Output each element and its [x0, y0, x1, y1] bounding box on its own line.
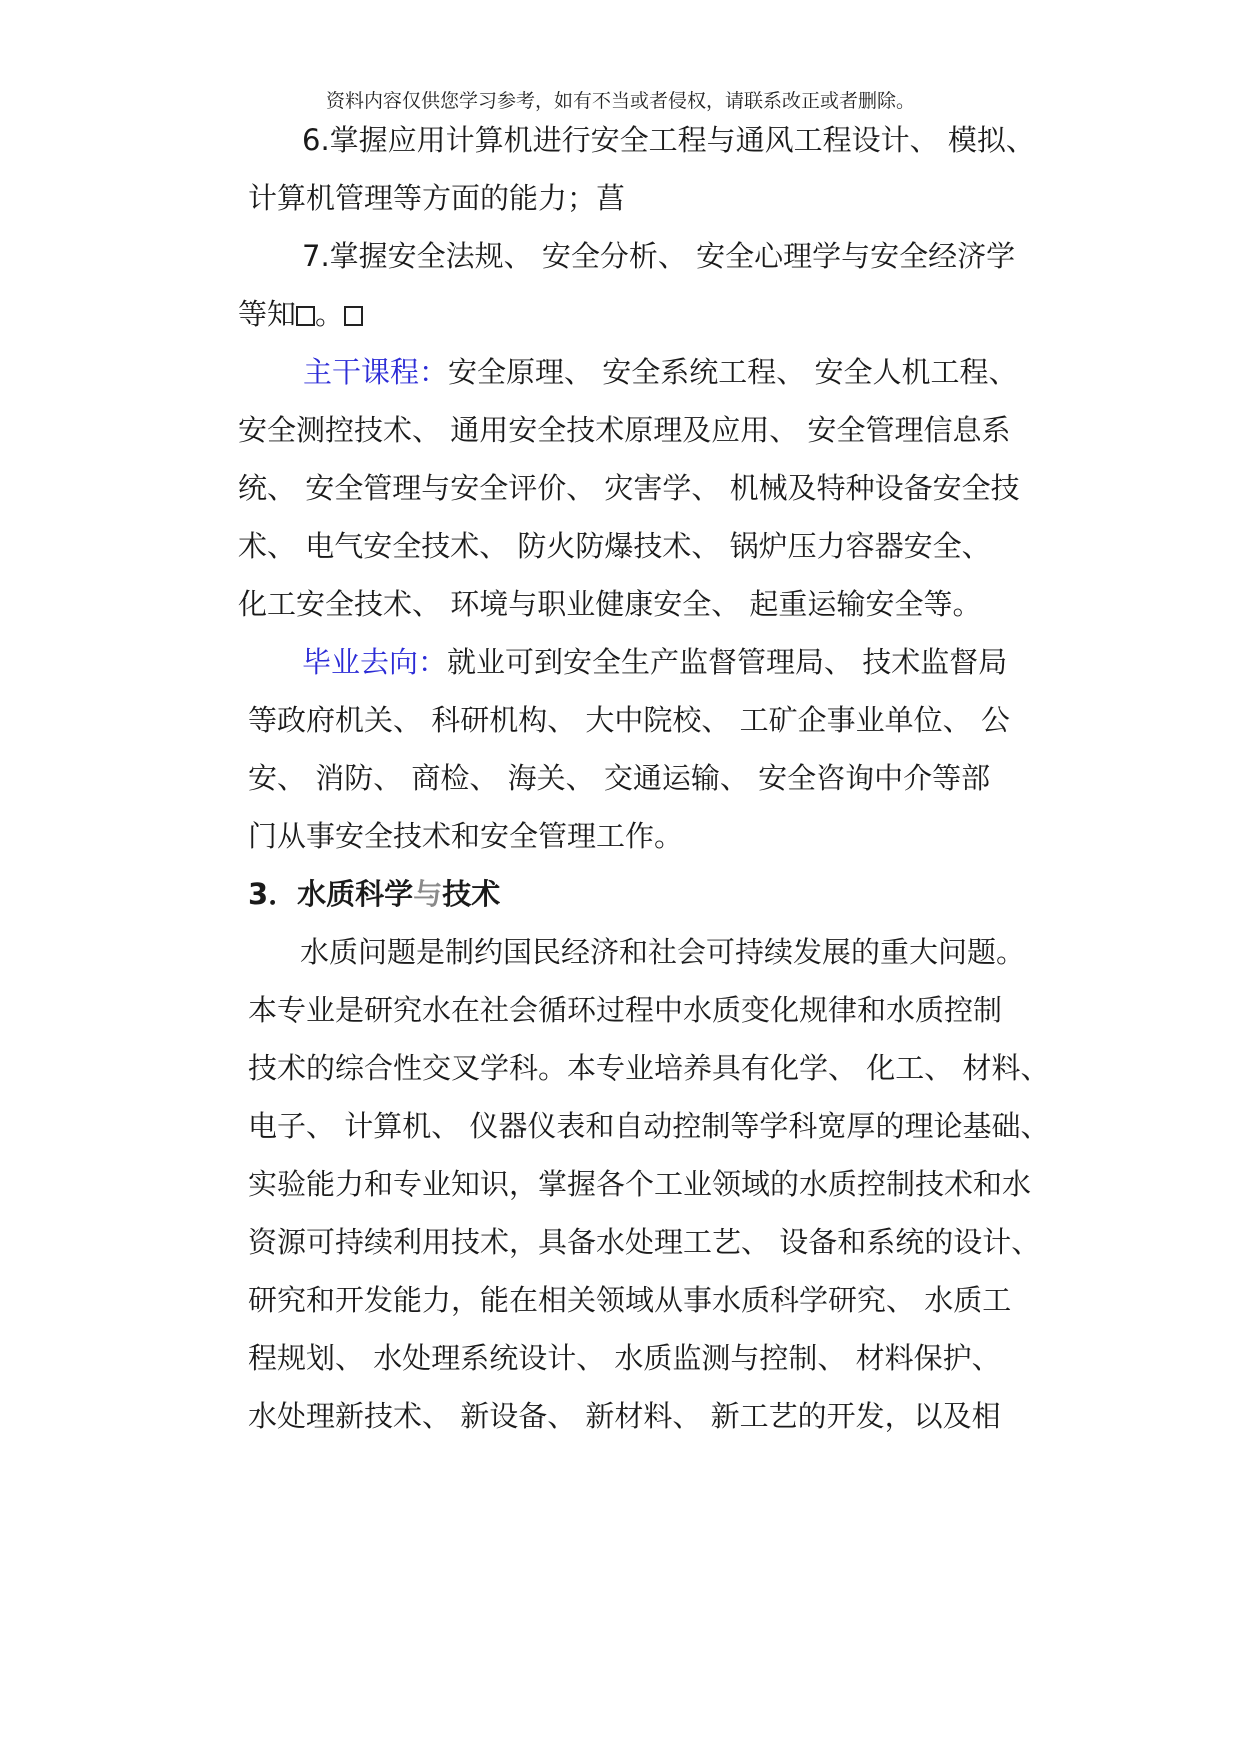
section-line-2: 本专业是研究水在社会循环过程中水质变化规律和水质控制	[248, 993, 1003, 1027]
section-heading-c: 技术	[442, 877, 501, 911]
missing-glyph-box	[296, 306, 315, 326]
courses-label: 主干课程：	[303, 355, 449, 389]
courses-line-4: 术、 电气安全技术、 防火防爆技术、 锅炉压力容器安全、	[238, 529, 991, 563]
item-7-line-1: 7.掌握安全法规、 安全分析、 安全心理学与安全经济学	[302, 239, 1016, 273]
section-line-3: 技术的综合性交叉学科。本专业培养具有化学、 化工、 材料、	[248, 1051, 1050, 1085]
section-line-8: 程规划、 水处理系统设计、 水质监测与控制、 材料保护、	[248, 1341, 1001, 1375]
missing-glyph-box	[344, 306, 363, 326]
item-7-line-2	[238, 296, 363, 332]
courses-line-2: 安全测控技术、 通用安全技术原理及应用、 安全管理信息系	[238, 413, 1011, 447]
destination-line-3: 安、 消防、 商检、 海关、 交通运输、 安全咨询中介等部	[248, 761, 991, 795]
destination-line-2: 等政府机关、 科研机构、 大中院校、 工矿企事业单位、 公	[248, 703, 1010, 737]
item-7-text-a: 等知	[238, 297, 297, 331]
item-6-line-2: 计算机管理等方面的能力；菖	[248, 181, 626, 215]
section-heading-a: 3．水质科学	[248, 877, 414, 911]
courses-line-5: 化工安全技术、 环境与职业健康安全、 起重运输安全等。	[238, 587, 982, 621]
courses-line-3: 统、 安全管理与安全评价、 灾害学、 机械及特种设备安全技	[238, 471, 1020, 505]
destination-line-1	[302, 644, 1007, 680]
courses-line-1	[303, 354, 1017, 390]
item-6-line-1: 6.掌握应用计算机进行安全工程与通风工程设计、 模拟、	[302, 123, 1035, 157]
section-line-5: 实验能力和专业知识，掌握各个工业领域的水质控制技术和水	[248, 1167, 1032, 1201]
destination-text-1: 就业可到安全生产监督管理局、 技术监督局	[447, 645, 1008, 679]
section-heading	[248, 876, 500, 912]
destination-label: 毕业去向：	[302, 645, 448, 679]
item-7-text-b: 。	[315, 297, 345, 331]
section-line-9: 水处理新技术、 新设备、 新材料、 新工艺的开发，以及相	[248, 1399, 1001, 1433]
section-line-1: 水质问题是制约国民经济和社会可持续发展的重大问题。	[300, 935, 1026, 969]
destination-line-4: 门从事安全技术和安全管理工作。	[248, 819, 684, 853]
section-line-7: 研究和开发能力，能在相关领域从事水质科学研究、 水质工	[248, 1283, 1012, 1317]
section-line-6: 资源可持续利用技术，具备水处理工艺、 设备和系统的设计、	[248, 1225, 1041, 1259]
section-line-4: 电子、 计算机、 仪器仪表和自动控制等学科宽厚的理论基础、	[248, 1109, 1050, 1143]
courses-text-1: 安全原理、 安全系统工程、 安全人机工程、	[448, 355, 1018, 389]
section-heading-b: 与	[413, 877, 443, 911]
disclaimer-notice: 资料内容仅供您学习参考，如有不当或者侵权，请联系改正或者删除。	[325, 90, 915, 112]
